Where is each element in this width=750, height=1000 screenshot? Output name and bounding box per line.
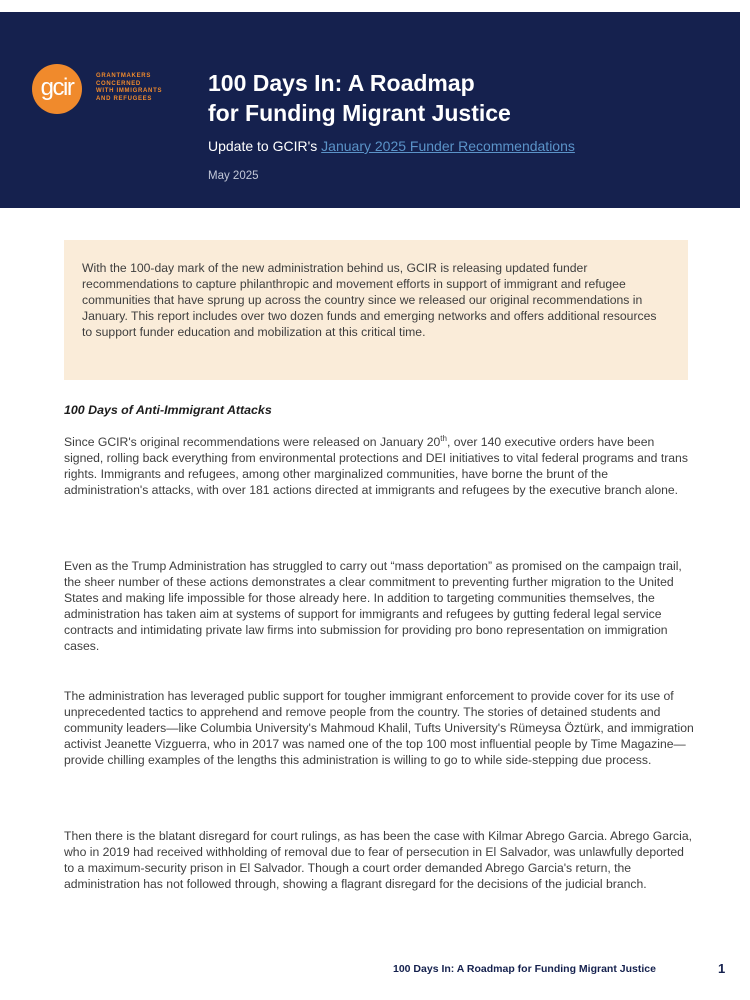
funder-recommendations-link[interactable]: January 2025 Funder Recommendations	[321, 138, 575, 154]
report-title	[208, 68, 708, 128]
report-date: May 2025	[208, 170, 259, 182]
section-heading: 100 Days of Anti-Immigrant Attacks	[64, 403, 272, 417]
paragraph-4: Then there is the blatant disregard for court rulings, as has been the case with Kilmar Abrego Garcia. Abrego Garcia, who in 2019 had received withholding of removal due to fear of persecution in El Salvador, was unlawfully deported to a maximum-security prison in El Salvador. Though a court order demanded Abrego Garcia's return, the administration has not followed through, showing a flagrant disregard for the decisions of the judicial branch.	[64, 829, 692, 891]
gcir-logo-mark: gcir	[32, 64, 82, 114]
gcir-logo	[32, 64, 192, 114]
ordinal-superscript: th	[440, 433, 447, 443]
paragraph-2: Even as the Trump Administration has struggled to carry out “mass deportation” as promised on the campaign trail, the sheer number of these actions demonstrates a clear commitment to preventing further migration to the United States and making life impossible for those already here. In addition to targeting communities themselves, the administration has taken aim at systems of support for immigrants and refugees by gutting federal legal service contracts and intimidating private law firms into submission for providing pro bono representation on immigration cases.	[64, 559, 682, 653]
gcir-logo-tagline: GRANTMAKERS CONCERNED WITH IMMIGRANTS AND REFUGEES	[96, 73, 163, 102]
report-subtitle	[208, 138, 728, 154]
subtitle-prefix: Update to GCIR's	[208, 138, 322, 154]
paragraph-3: The administration has leveraged public support for tougher immigrant enforcement to provide cover for its use of unprecedented tactics to apprehend and remove people from the country. The stories of detained students and community leaders—like Columbia University's Mahmoud Khalil, Tufts University's Rümeysa Öztürk, and immigration activist Jeanette Vizguerra, who in 2017 was named one of the top 100 most influential people by Time Magazine—provide chilling examples of the lengths this administration is willing to go to while side-stepping due process.	[64, 689, 694, 767]
title-line-2: for Funding Migrant Justice	[208, 100, 511, 126]
report-header	[0, 12, 740, 208]
page-number: 1	[718, 961, 726, 976]
paragraph-1: Since GCIR's original recommendations were released on January 20th, over 140 executive orders have been signed, rolling back everything from environmental protections and DEI initiatives to vital federal programs and trans rights. Immigrants and refugees, among other marginalized communities, have borne the brunt of the administration's attacks, with over 181 actions directed at immigrants and refugees by the executive branch alone.	[64, 433, 688, 497]
title-line-1: 100 Days In: A Roadmap	[208, 70, 475, 96]
footer-title: 100 Days In: A Roadmap for Funding Migrant Justice	[393, 963, 656, 975]
intro-callout: With the 100-day mark of the new administration behind us, GCIR is releasing updated funder recommendations to capture philanthropic and movement efforts in support of immigrant and refugee communities that have sprung up across the country since we released our original recommendations in January. This report includes over two dozen funds and emerging networks and offers additional resources to support funder education and mobilization at this critical time.	[64, 240, 688, 380]
